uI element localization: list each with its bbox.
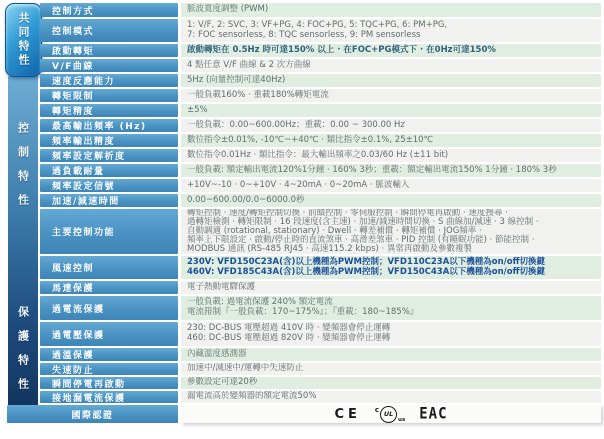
row-value: 5Hz (向量控制可達40Hz): [181, 74, 601, 87]
row-value: 4 點任意 V/F 曲線 & 2 次方曲線: [181, 59, 601, 72]
row-value: 加速中/減速中/運轉中失速防止: [181, 363, 601, 375]
row-value: 一般負載: 額定輸出電流120%1分鐘 · 160% 3秒；重載：額定輸出電流150% 1分鐘 · 180% 3秒: [181, 164, 601, 177]
table-row: [40, 209, 601, 254]
row-value: 230: DC-BUS 電壓超過 410V 時 · 變頻器會停止運轉 460: DC-BUS 電壓超過 820V 時 · 變頻器會停止運轉: [181, 322, 601, 346]
row-value: 數位指令0.01Hz · 類比指令：最大輸出頻率之0.03/60 Hz (±11 bit): [181, 149, 601, 162]
row-label: 過溫保護: [40, 348, 178, 361]
row-label: 過負載耐量: [40, 164, 178, 177]
sidebar-section-protection-label: 保護特性: [16, 306, 30, 402]
row-value: ±5%: [181, 104, 601, 117]
row-value: 轉矩控制 · 速度/轉矩控制切換 · 前饋控制 · 零伺服控制 · 瞬間停電再啟動 · 速度搜尋 · 過轉矩檢測 · 轉矩限制 · 16 段速度(含主速) · 加速/減速時間切換 · S 曲線加/減速 · 3 線控制 · 自動調適 (rotational, stationary) · Dwell · 轉差補償 · 轉矩補償 · JOG頻率 · 頻率上下限設定 · 啟動/停止時的直流煞車 · 高滑差煞車 · PID 控制 (有睡眠功能) · 節能控制 · MODBUS 通訊 (RS-485 RJ45 · 高速115.2 kbps) · 異常再啟動及參數複製: [181, 209, 601, 254]
row-label: 風速控制: [40, 256, 178, 279]
spec-table: [0, 3, 604, 423]
row-label: 國際認證: [7, 405, 178, 423]
row-value: 1: V/F, 2: SVC, 3: VF+PG, 4: FOC+PG, 5: TQC+PG, 6: PM+PG, 7: FOC sensorless, 8: TQC sensorless, 9: PM sensorless: [181, 19, 601, 42]
row-label: 轉矩精度: [40, 104, 178, 117]
row-value: 漏電流高於變頻器的額定電流50%: [181, 391, 601, 403]
row-label: 失速防止: [40, 363, 178, 375]
table-row: [40, 164, 601, 177]
row-value: 230V: VFD150C23A(含)以上機種為PWM控制；VFD110C23A以下機種為on/off切換鍵 460V: VFD185C43A(含)以上機種為PWM控制；VFD150C43A以下機種為on/off切換鍵: [181, 256, 601, 279]
row-label: 馬達保護: [40, 281, 178, 294]
table-row: [40, 322, 601, 346]
table-row: [40, 59, 601, 72]
row-value: 一般負載：0.00~600.00Hz；重載：0.00 ~ 300.00 Hz: [181, 119, 601, 132]
row-label: 加速/減速時間: [40, 194, 178, 207]
table-row: [40, 44, 601, 57]
row-label: V/F曲線: [40, 59, 178, 72]
table-row: [40, 281, 601, 294]
table-row: [40, 3, 601, 17]
table-row: [40, 104, 601, 117]
row-label: 頻率輸出精度: [40, 134, 178, 147]
table-row: [40, 296, 601, 320]
row-value: 0.00~600.00/0.0~6000.0秒: [181, 194, 601, 207]
row-label: 控制模式: [40, 19, 178, 42]
table-row: [40, 377, 601, 389]
row-value: 一般負載160% · 重載180%轉矩電流: [181, 89, 601, 102]
table-row: [40, 149, 601, 162]
ce-mark-icon: CE: [334, 406, 361, 422]
row-value: 一般負載: 過電流保護 240% 額定電流 電流箝制『一般負載：170~175%』；『重載：180~185%』: [181, 296, 601, 320]
row-value: 參數設定可達20秒: [181, 377, 601, 389]
table-row: [40, 179, 601, 192]
row-label: 過電流保護: [40, 296, 178, 320]
row-value: +10V~-10 · 0~+10V · 4~20mA · 0~20mA · 脈波輸入: [181, 179, 601, 192]
row-value: 數位指令±0.01%, -10℃~+40℃ · 類比指令±0.1%, 25±10℃: [181, 134, 601, 147]
sidebar-section-control-label: 控制特性: [16, 122, 30, 218]
table-row-certification: [7, 405, 601, 423]
row-value: 內藏溫度感測器: [181, 348, 601, 361]
table-row: [40, 89, 601, 102]
table-row: [40, 348, 601, 361]
table-row: [40, 391, 601, 403]
row-label: 啟動轉矩: [40, 44, 178, 57]
row-label: 頻率設定解析度: [40, 149, 178, 162]
row-label: 過電壓保護: [40, 322, 178, 346]
eac-mark-icon: EAC: [419, 405, 448, 423]
row-label: 瞬間停電再啟動: [40, 377, 178, 389]
row-label: 主要控制功能: [40, 209, 178, 254]
table-row: [40, 363, 601, 375]
row-label: 頻率設定信號: [40, 179, 178, 192]
row-label: 轉矩限制: [40, 89, 178, 102]
row-label: 最高輸出頻率 (Hz): [40, 119, 178, 132]
row-label: 速度反應能力: [40, 74, 178, 87]
row-value: 脈波寬度調整 (PWM): [181, 3, 601, 17]
table-row: [40, 256, 601, 279]
table-row: [40, 74, 601, 87]
table-row: [40, 194, 601, 207]
cul-us-mark-icon: c UL us: [374, 405, 406, 423]
sidebar-section-common-label: 共同特性: [17, 12, 30, 68]
table-row: [40, 119, 601, 132]
table-row: [40, 19, 601, 42]
row-value: 啟動轉矩在 0.5Hz 時可達150% 以上 · 在FOC+PG模式下 · 在0Hz可達150%: [181, 44, 601, 57]
row-value: 電子熱動電驛保護: [181, 281, 601, 294]
row-label: 控制方式: [40, 3, 178, 17]
certification-marks: [181, 405, 601, 423]
table-row: [40, 134, 601, 147]
row-label: 接地漏電流保護: [40, 391, 178, 403]
